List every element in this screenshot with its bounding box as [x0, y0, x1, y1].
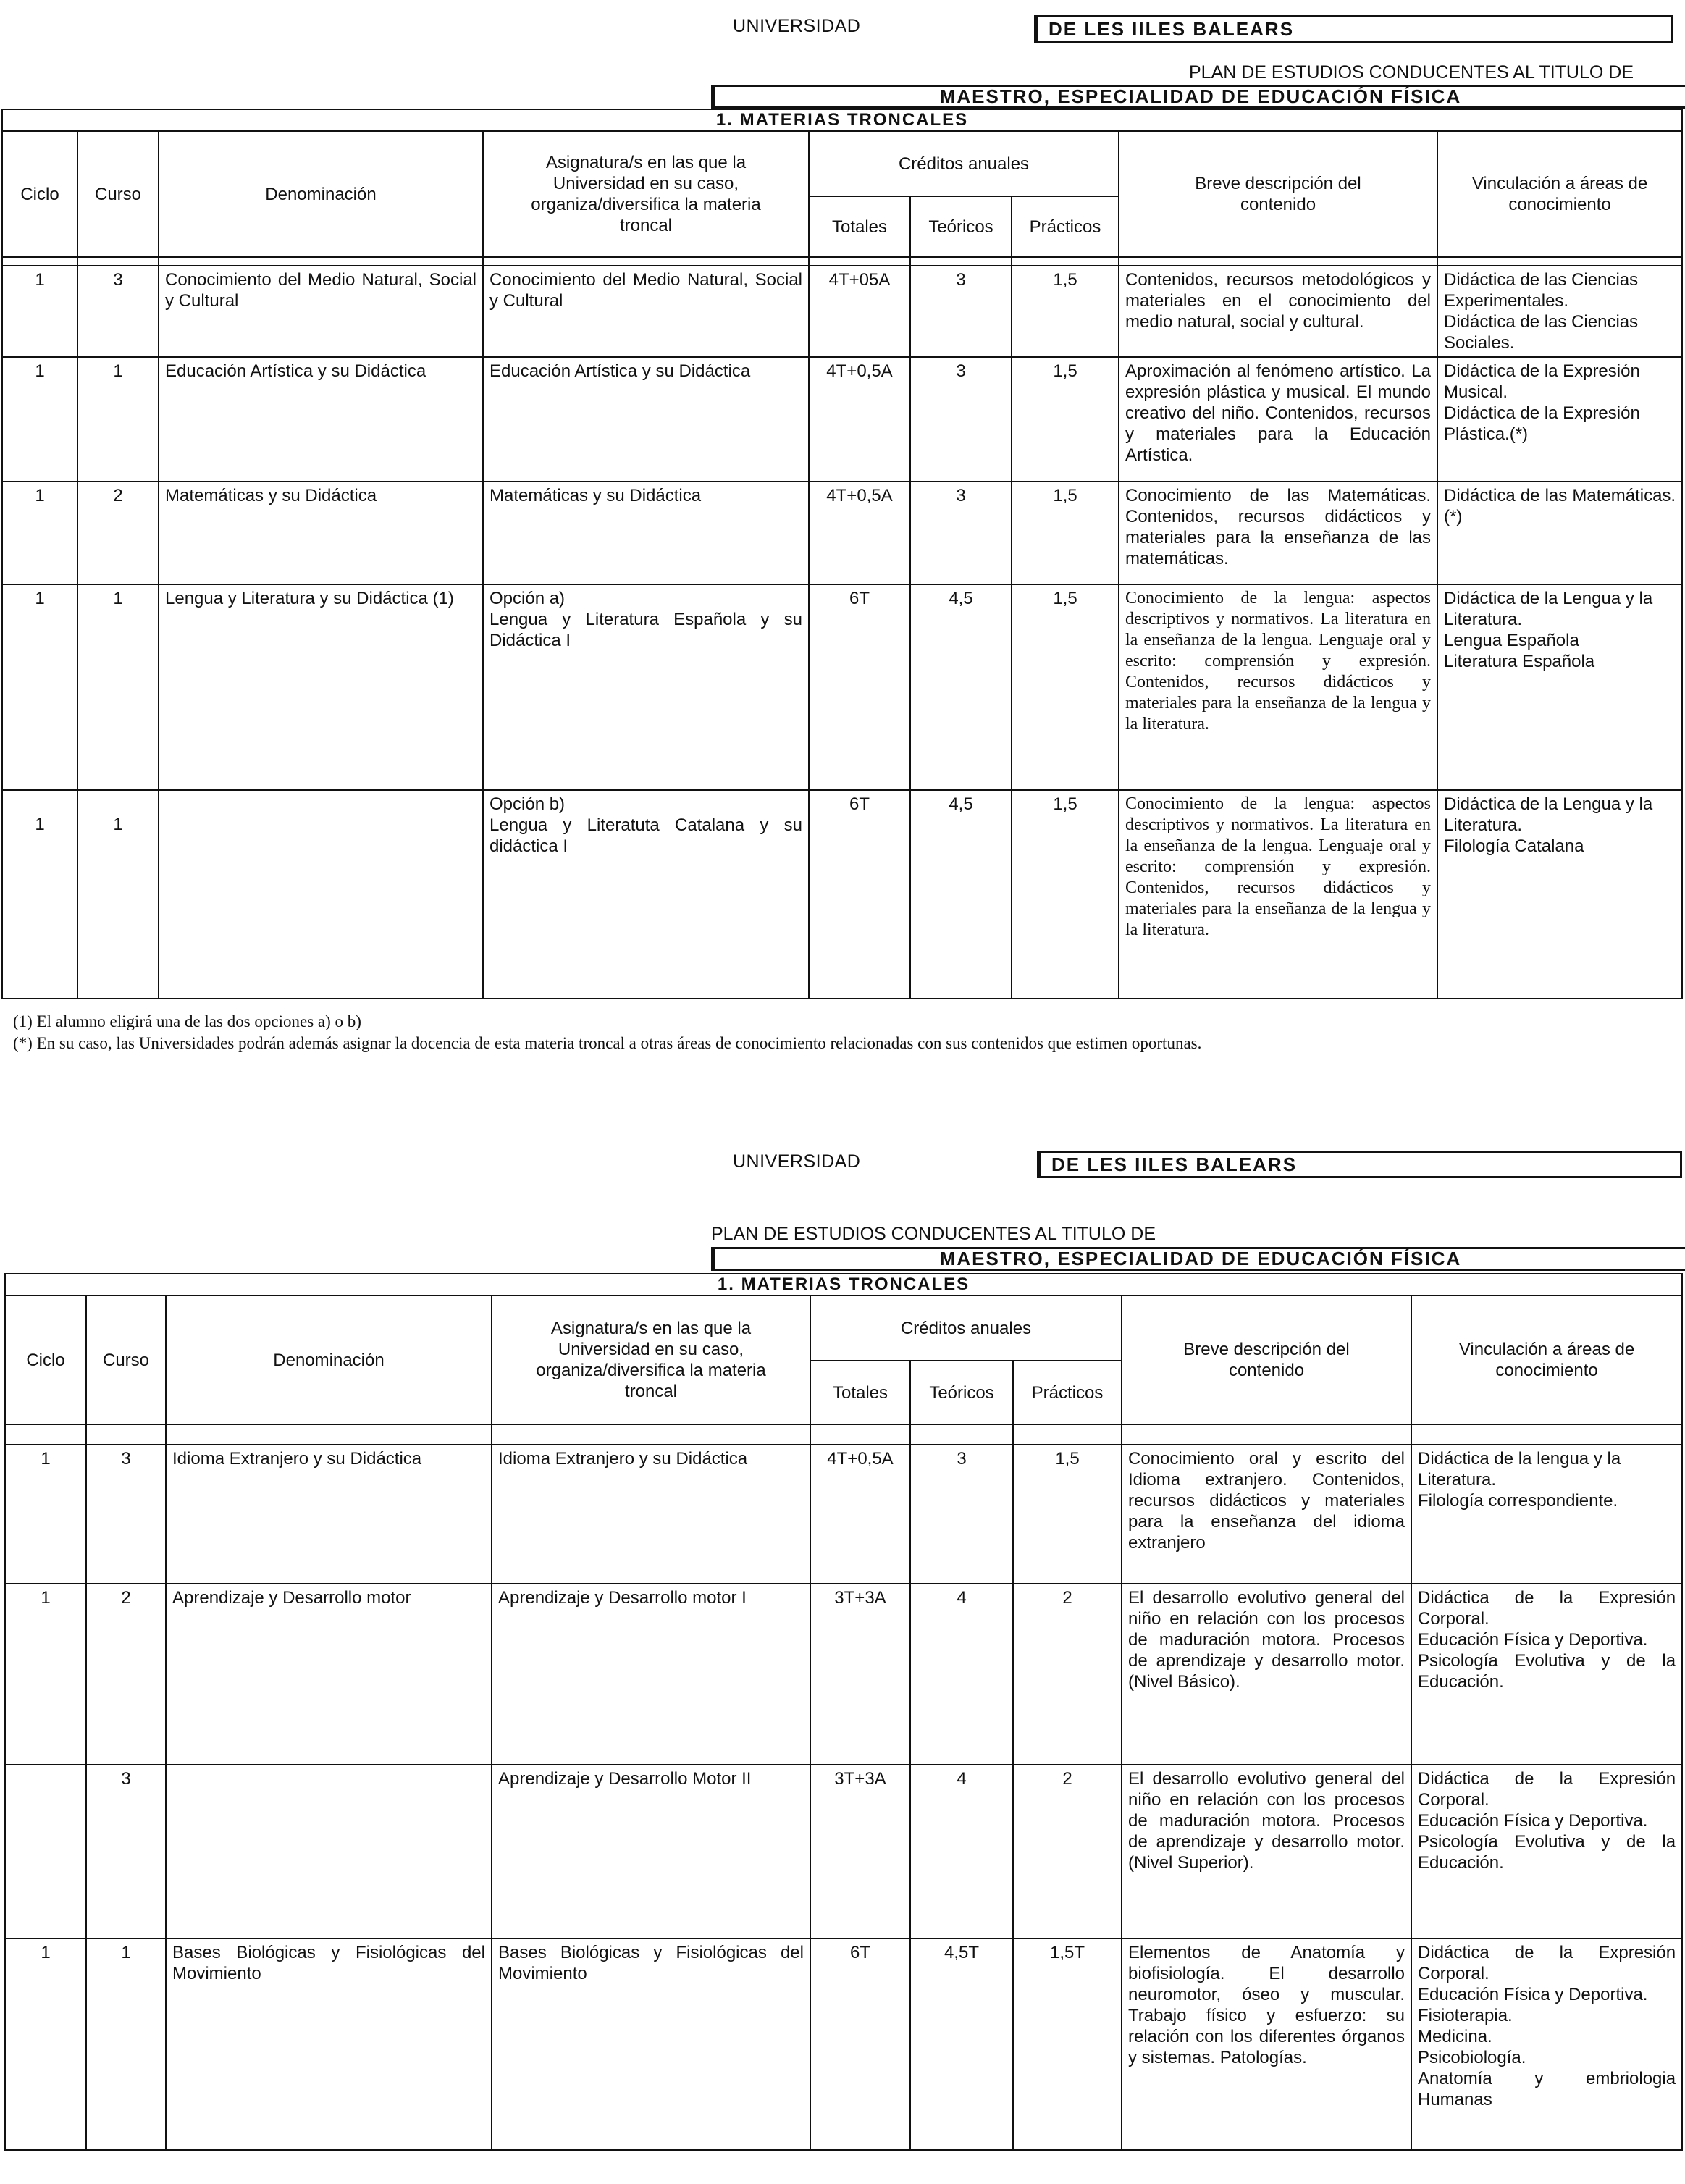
teoricos-cell: 4 [910, 1584, 1013, 1765]
practicos-cell: 1,5 [1012, 266, 1119, 357]
footnote-1: (1) El alumno eligirá una de las dos opciones a) o b) [13, 1012, 361, 1030]
asignatura-cell: Opción b) Lengua y Literatuta Catalana y su didáctica I [483, 790, 809, 999]
vinculacion-cell: Didáctica de la Expresión Corporal. Educación Física y Deportiva. Psicología Evolutiva y de la Educación. [1411, 1584, 1682, 1765]
descripcion-cell: Elementos de Anatomía y biofisiología. El desarrollo neuromotor, óseo y muscular. Trabajo físico y esfuerzo: su relación con los diferentes órganos y sistemas. Patologías. [1122, 1939, 1411, 2150]
totales-cell: 6T [809, 584, 910, 790]
denominacion-cell [166, 1765, 492, 1939]
plan-label: PLAN DE ESTUDIOS CONDUCENTES AL TITULO DE [1189, 62, 1634, 83]
materias-table [1, 109, 1683, 999]
practicos-cell: 1,5 [1012, 584, 1119, 790]
header-descripcion: Breve descripción del contenido [1119, 131, 1437, 257]
vinculacion-cell: Didáctica de la Lengua y la Literatura. Filología Catalana [1437, 790, 1682, 999]
header-practicos: Prácticos [1012, 196, 1119, 257]
header-teoricos: Teóricos [910, 1361, 1013, 1424]
teoricos-cell: 3 [910, 1445, 1013, 1584]
header-vinculacion: Vinculación a áreas de conocimiento [1411, 1295, 1682, 1424]
denominacion-cell: Bases Biológicas y Fisiológicas del Movimiento [166, 1939, 492, 2150]
asignatura-cell: Matemáticas y su Didáctica [483, 482, 809, 584]
header-vinculacion: Vinculación a áreas de conocimiento [1437, 131, 1682, 257]
vinculacion-cell: Didáctica de la lengua y la Literatura. Filología correspondiente. [1411, 1445, 1682, 1584]
teoricos-cell: 3 [910, 266, 1012, 357]
section-title: 1. MATERIAS TRONCALES [5, 1274, 1682, 1295]
totales-cell: 4T+05A [809, 266, 910, 357]
universidad-name: DE LES IILES BALEARS [1034, 15, 1673, 43]
universidad-name: DE LES IILES BALEARS [1037, 1151, 1682, 1178]
section-title: 1. MATERIAS TRONCALES [2, 109, 1682, 131]
header-descripcion: Breve descripción del contenido [1122, 1295, 1411, 1424]
asignatura-cell: Educación Artística y su Didáctica [483, 357, 809, 482]
vinculacion-cell: Didáctica de las Matemáticas.(*) [1437, 482, 1682, 584]
asignatura-cell: Bases Biológicas y Fisiológicas del Movimiento [492, 1939, 810, 2150]
asignatura-cell: Idioma Extranjero y su Didáctica [492, 1445, 810, 1584]
totales-cell: 4T+0,5A [809, 357, 910, 482]
practicos-cell: 1,5 [1012, 790, 1119, 999]
practicos-cell: 1,5 [1013, 1445, 1122, 1584]
table-row [2, 357, 1682, 482]
descripcion-cell: Contenidos, recursos metodológicos y materiales en el conocimiento del medio natural, social y cultural. [1119, 266, 1437, 357]
denominacion-cell: Conocimiento del Medio Natural, Social y Cultural [159, 266, 483, 357]
ciclo-cell: 1 [2, 584, 77, 790]
asignatura-cell: Aprendizaje y Desarrollo motor I [492, 1584, 810, 1765]
practicos-cell: 2 [1013, 1765, 1122, 1939]
vinculacion-cell: Didáctica de la Expresión Musical. Didáctica de la Expresión Plástica.(*) [1437, 357, 1682, 482]
ciclo-cell: 1 [5, 1584, 86, 1765]
ciclo-cell: 1 [5, 1445, 86, 1584]
denominacion-cell: Educación Artística y su Didáctica [159, 357, 483, 482]
table-row [5, 1765, 1682, 1939]
curso-cell: 1 [77, 790, 159, 999]
header-creditos: Créditos anuales [810, 1295, 1122, 1361]
practicos-cell: 1,5 [1012, 482, 1119, 584]
vinculacion-cell: Didáctica de la Expresión Corporal. Educación Física y Deportiva. Psicología Evolutiva y de la Educación. [1411, 1765, 1682, 1939]
header-curso: Curso [77, 131, 159, 257]
table-row [2, 584, 1682, 790]
table-row [2, 482, 1682, 584]
totales-cell: 4T+0,5A [809, 482, 910, 584]
teoricos-cell: 4,5 [910, 790, 1012, 999]
header-denominacion: Denominación [159, 131, 483, 257]
ciclo-cell: 1 [2, 482, 77, 584]
denominacion-cell: Aprendizaje y Desarrollo motor [166, 1584, 492, 1765]
totales-cell: 3T+3A [810, 1765, 910, 1939]
vinculacion-cell: Didáctica de las Ciencias Experimentales. Didáctica de las Ciencias Sociales. [1437, 266, 1682, 357]
descripcion-cell: Conocimiento oral y escrito del Idioma extranjero. Contenidos, recursos didácticos y materiales para la enseñanza del idioma extranjero [1122, 1445, 1411, 1584]
plan-label: PLAN DE ESTUDIOS CONDUCENTES AL TITULO DE [711, 1224, 1156, 1244]
titulo-box: MAESTRO, ESPECIALIDAD DE EDUCACIÓN FÍSICA [711, 85, 1685, 109]
curso-cell: 1 [86, 1939, 166, 2150]
header-ciclo: Ciclo [2, 131, 77, 257]
header-denominacion: Denominación [166, 1295, 492, 1424]
teoricos-cell: 4 [910, 1765, 1013, 1939]
descripcion-cell: Aproximación al fenómeno artístico. La expresión plástica y musical. El mundo creativo del niño. Contenidos, recursos y materiales para la Educación Artística. [1119, 357, 1437, 482]
ciclo-cell: 1 [2, 357, 77, 482]
vinculacion-cell: Didáctica de la Expresión Corporal. Educación Física y Deportiva. Fisioterapia. Medicina. Psicobiología. Anatomía y embriologia Humanas [1411, 1939, 1682, 2150]
ciclo-cell: 1 [2, 790, 77, 999]
descripcion-cell: Conocimiento de la lengua: aspectos descriptivos y normativos. La literatura en la enseñanza de la lengua. Lenguaje oral y escrito: comprensión y expresión. Contenidos, recursos didácticos y materiales para la enseñanza de la lengua y la literatura. [1119, 790, 1437, 999]
descripcion-cell: El desarrollo evolutivo general del niño en relación con los procesos de maduración motora. Procesos de aprendizaje y desarrollo motor. (Nivel Básico). [1122, 1584, 1411, 1765]
header-ciclo: Ciclo [5, 1295, 86, 1424]
denominacion-cell: Idioma Extranjero y su Didáctica [166, 1445, 492, 1584]
universidad-label: UNIVERSIDAD [733, 16, 861, 36]
asignatura-cell: Conocimiento del Medio Natural, Social y Cultural [483, 266, 809, 357]
asignatura-cell: Aprendizaje y Desarrollo Motor II [492, 1765, 810, 1939]
vinculacion-cell: Didáctica de la Lengua y la Literatura. Lengua Española Literatura Española [1437, 584, 1682, 790]
teoricos-cell: 4,5T [910, 1939, 1013, 2150]
header-teoricos: Teóricos [910, 196, 1012, 257]
curso-cell: 1 [77, 584, 159, 790]
teoricos-cell: 3 [910, 357, 1012, 482]
curso-cell: 2 [77, 482, 159, 584]
curso-cell: 3 [86, 1765, 166, 1939]
table-row [2, 266, 1682, 357]
curso-cell: 2 [86, 1584, 166, 1765]
descripcion-cell: Conocimiento de las Matemáticas. Contenidos, recursos didácticos y materiales para la enseñanza de las matemáticas. [1119, 482, 1437, 584]
practicos-cell: 2 [1013, 1584, 1122, 1765]
header-asignatura: Asignatura/s en las que la Universidad en su caso, organiza/diversifica la materia troncal [492, 1295, 810, 1424]
totales-cell: 3T+3A [810, 1584, 910, 1765]
denominacion-cell: Lengua y Literatura y su Didáctica (1) [159, 584, 483, 790]
teoricos-cell: 3 [910, 482, 1012, 584]
table-row [5, 1939, 1682, 2150]
totales-cell: 6T [809, 790, 910, 999]
header-totales: Totales [810, 1361, 910, 1424]
materias-table [4, 1273, 1683, 2151]
header-curso: Curso [86, 1295, 166, 1424]
universidad-label: UNIVERSIDAD [733, 1151, 861, 1172]
header-practicos: Prácticos [1013, 1361, 1122, 1424]
table-row [2, 790, 1682, 999]
curso-cell: 3 [86, 1445, 166, 1584]
practicos-cell: 1,5 [1012, 357, 1119, 482]
ciclo-cell: 1 [2, 266, 77, 357]
totales-cell: 6T [810, 1939, 910, 2150]
descripcion-cell: Conocimiento de la lengua: aspectos descriptivos y normativos. La literatura en la enseñanza de la lengua. Lenguaje oral y escrito: comprensión y expresión. Contenidos, recursos didácticos y materiales para la enseñanza de la lengua y la literatura. [1119, 584, 1437, 790]
descripcion-cell: El desarrollo evolutivo general del niño en relación con los procesos de maduración motora. Procesos de aprendizaje y desarrollo motor. (Nivel Superior). [1122, 1765, 1411, 1939]
curso-cell: 1 [77, 357, 159, 482]
teoricos-cell: 4,5 [910, 584, 1012, 790]
practicos-cell: 1,5T [1013, 1939, 1122, 2150]
header-creditos: Créditos anuales [809, 131, 1119, 196]
header-totales: Totales [809, 196, 910, 257]
totales-cell: 4T+0,5A [810, 1445, 910, 1584]
header-asignatura: Asignatura/s en las que la Universidad en su caso, organiza/diversifica la materia troncal [483, 131, 809, 257]
ciclo-cell [5, 1765, 86, 1939]
ciclo-cell: 1 [5, 1939, 86, 2150]
curso-cell: 3 [77, 266, 159, 357]
asignatura-cell: Opción a) Lengua y Literatura Española y su Didáctica I [483, 584, 809, 790]
denominacion-cell: Matemáticas y su Didáctica [159, 482, 483, 584]
denominacion-cell [159, 790, 483, 999]
footnote-2: (*) En su caso, las Universidades podrán además asignar la docencia de esta materia troncal a otras áreas de conocimiento relacionadas con sus contenidos que estimen oportunas. [13, 1034, 1202, 1052]
table-row [5, 1584, 1682, 1765]
table-row [5, 1445, 1682, 1584]
titulo-box: MAESTRO, ESPECIALIDAD DE EDUCACIÓN FÍSICA [711, 1247, 1685, 1271]
